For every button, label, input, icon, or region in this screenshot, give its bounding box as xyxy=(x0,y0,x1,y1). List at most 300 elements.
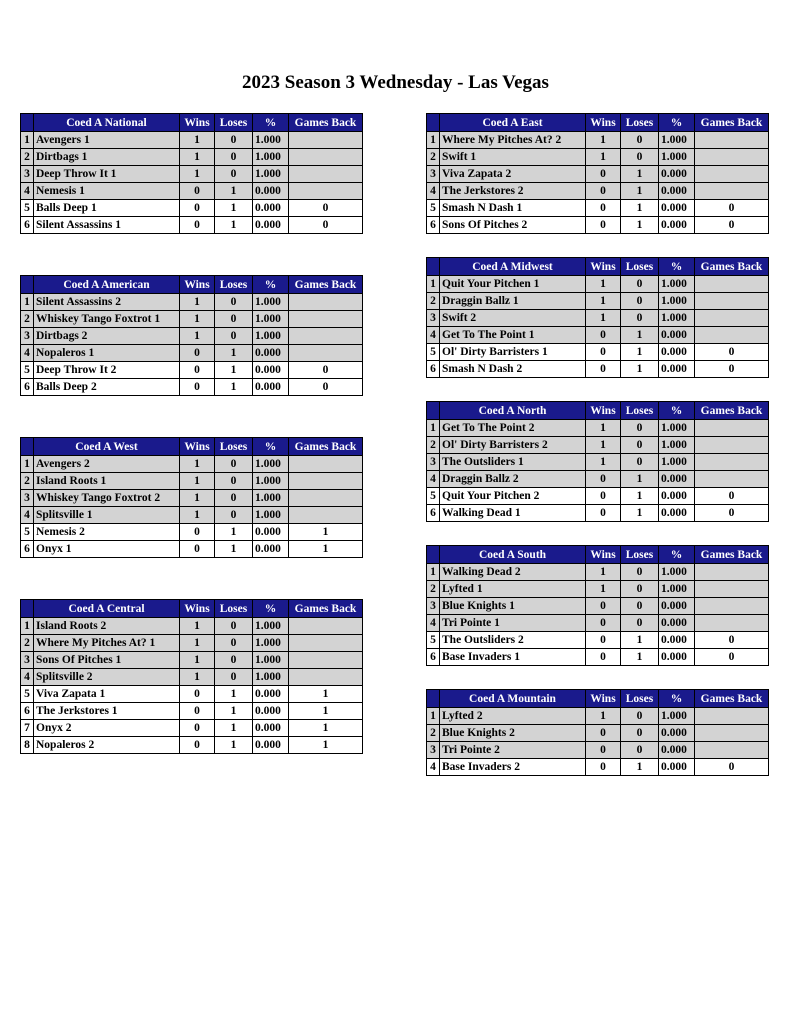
table-row xyxy=(21,166,363,183)
games-back-cell xyxy=(695,132,769,149)
loses-cell: 1 xyxy=(621,200,659,217)
games-back-cell: 0 xyxy=(695,200,769,217)
loses-header: Loses xyxy=(621,690,659,708)
team-name: Tri Pointe 1 xyxy=(440,615,586,632)
rank-cell: 5 xyxy=(21,362,34,379)
games-back-cell: 0 xyxy=(695,759,769,776)
wins-cell: 1 xyxy=(586,132,621,149)
table-row xyxy=(21,652,363,669)
team-name: Blue Knights 1 xyxy=(440,598,586,615)
games-back-cell: 0 xyxy=(289,362,363,379)
rank-header xyxy=(21,276,34,294)
division-name: Coed A Central xyxy=(34,600,180,618)
wins-cell: 1 xyxy=(180,652,215,669)
games-back-cell xyxy=(289,149,363,166)
rank-cell: 1 xyxy=(427,132,440,149)
team-name: Swift 2 xyxy=(440,310,586,327)
loses-cell: 1 xyxy=(621,183,659,200)
table-row xyxy=(21,669,363,686)
loses-cell: 0 xyxy=(621,708,659,725)
pct-cell: 1.000 xyxy=(659,310,695,327)
games-back-cell: 0 xyxy=(695,488,769,505)
division-name: Coed A South xyxy=(440,546,586,564)
pct-cell: 1.000 xyxy=(253,294,289,311)
pct-cell: 0.000 xyxy=(253,524,289,541)
rank-cell: 7 xyxy=(21,720,34,737)
pct-cell: 0.000 xyxy=(659,505,695,522)
games-back-cell: 0 xyxy=(695,344,769,361)
team-name: Balls Deep 1 xyxy=(34,200,180,217)
rank-cell: 2 xyxy=(21,149,34,166)
pct-cell: 0.000 xyxy=(659,200,695,217)
rank-cell: 6 xyxy=(427,649,440,666)
team-name: Onyx 1 xyxy=(34,541,180,558)
games-back-cell xyxy=(289,311,363,328)
wins-cell: 0 xyxy=(180,183,215,200)
pct-cell: 1.000 xyxy=(253,311,289,328)
games-back-cell xyxy=(289,473,363,490)
games-back-header: Games Back xyxy=(289,114,363,132)
games-back-cell: 0 xyxy=(289,200,363,217)
table-row xyxy=(427,488,769,505)
standings-table-coed-a-mountain xyxy=(426,689,769,776)
pct-cell: 0.000 xyxy=(659,742,695,759)
games-back-header: Games Back xyxy=(289,438,363,456)
team-name: Avengers 2 xyxy=(34,456,180,473)
loses-cell: 0 xyxy=(215,132,253,149)
wins-cell: 0 xyxy=(180,720,215,737)
loses-header: Loses xyxy=(215,276,253,294)
loses-cell: 0 xyxy=(215,618,253,635)
rank-cell: 4 xyxy=(21,669,34,686)
games-back-cell: 1 xyxy=(289,720,363,737)
team-name: Quit Your Pitchen 2 xyxy=(440,488,586,505)
team-name: Nopaleros 1 xyxy=(34,345,180,362)
wins-cell: 1 xyxy=(180,507,215,524)
rank-cell: 4 xyxy=(427,759,440,776)
team-name: Avengers 1 xyxy=(34,132,180,149)
table-row xyxy=(21,379,363,396)
loses-header: Loses xyxy=(215,438,253,456)
games-back-cell: 1 xyxy=(289,524,363,541)
pct-header: % xyxy=(659,258,695,276)
loses-cell: 0 xyxy=(621,615,659,632)
rank-cell: 5 xyxy=(427,488,440,505)
standings-table-coed-a-american xyxy=(20,275,363,396)
rank-header xyxy=(21,114,34,132)
rank-cell: 5 xyxy=(427,344,440,361)
games-back-cell xyxy=(289,328,363,345)
loses-cell: 0 xyxy=(621,437,659,454)
team-name: Draggin Ballz 2 xyxy=(440,471,586,488)
wins-cell: 0 xyxy=(180,686,215,703)
team-name: Whiskey Tango Foxtrot 1 xyxy=(34,311,180,328)
team-name: Ol' Dirty Barristers 2 xyxy=(440,437,586,454)
wins-cell: 0 xyxy=(586,488,621,505)
team-name: Sons Of Pitches 1 xyxy=(34,652,180,669)
loses-cell: 1 xyxy=(215,686,253,703)
wins-cell: 0 xyxy=(586,649,621,666)
games-back-cell xyxy=(289,294,363,311)
wins-cell: 1 xyxy=(180,166,215,183)
table-row xyxy=(427,471,769,488)
pct-cell: 0.000 xyxy=(659,598,695,615)
rank-cell: 5 xyxy=(427,200,440,217)
team-name: Nopaleros 2 xyxy=(34,737,180,754)
rank-cell: 3 xyxy=(427,598,440,615)
team-name: The Outsliders 1 xyxy=(440,454,586,471)
games-back-cell: 0 xyxy=(695,361,769,378)
games-back-cell: 0 xyxy=(695,649,769,666)
table-row xyxy=(427,327,769,344)
games-back-cell xyxy=(289,635,363,652)
team-name: The Jerkstores 2 xyxy=(440,183,586,200)
loses-cell: 0 xyxy=(215,166,253,183)
rank-header xyxy=(427,690,440,708)
loses-cell: 0 xyxy=(215,635,253,652)
team-name: Splitsville 1 xyxy=(34,507,180,524)
games-back-cell xyxy=(289,507,363,524)
pct-cell: 0.000 xyxy=(253,217,289,234)
wins-cell: 1 xyxy=(180,149,215,166)
loses-cell: 0 xyxy=(621,293,659,310)
page-title: 2023 Season 3 Wednesday - Las Vegas xyxy=(242,72,549,93)
wins-cell: 1 xyxy=(180,618,215,635)
wins-cell: 0 xyxy=(586,166,621,183)
pct-cell: 1.000 xyxy=(659,437,695,454)
pct-cell: 0.000 xyxy=(659,615,695,632)
division-name: Coed A American xyxy=(34,276,180,294)
team-name: Deep Throw It 1 xyxy=(34,166,180,183)
rank-cell: 5 xyxy=(427,632,440,649)
loses-cell: 0 xyxy=(621,742,659,759)
standings-table-coed-a-south xyxy=(426,545,769,666)
pct-cell: 0.000 xyxy=(659,488,695,505)
loses-header: Loses xyxy=(215,114,253,132)
wins-cell: 0 xyxy=(180,541,215,558)
table-row xyxy=(427,505,769,522)
standings-table-coed-a-east xyxy=(426,113,769,234)
team-name: Sons Of Pitches 2 xyxy=(440,217,586,234)
games-back-cell xyxy=(695,327,769,344)
games-back-cell xyxy=(695,276,769,293)
loses-cell: 1 xyxy=(621,166,659,183)
wins-header: Wins xyxy=(586,690,621,708)
table-row xyxy=(427,361,769,378)
pct-cell: 0.000 xyxy=(659,361,695,378)
wins-cell: 1 xyxy=(586,437,621,454)
loses-cell: 1 xyxy=(215,541,253,558)
pct-header: % xyxy=(659,546,695,564)
games-back-header: Games Back xyxy=(695,546,769,564)
rank-cell: 2 xyxy=(21,473,34,490)
team-name: Splitsville 2 xyxy=(34,669,180,686)
table-row xyxy=(427,132,769,149)
games-back-cell xyxy=(695,564,769,581)
team-name: Base Invaders 1 xyxy=(440,649,586,666)
table-row xyxy=(21,490,363,507)
pct-cell: 1.000 xyxy=(659,581,695,598)
pct-cell: 1.000 xyxy=(253,149,289,166)
wins-cell: 1 xyxy=(586,310,621,327)
wins-cell: 0 xyxy=(586,742,621,759)
wins-header: Wins xyxy=(180,114,215,132)
loses-cell: 0 xyxy=(215,456,253,473)
standings-table-coed-a-north xyxy=(426,401,769,522)
loses-cell: 0 xyxy=(621,276,659,293)
loses-cell: 0 xyxy=(215,294,253,311)
table-row xyxy=(427,615,769,632)
team-name: Walking Dead 1 xyxy=(440,505,586,522)
table-row xyxy=(21,618,363,635)
rank-cell: 5 xyxy=(21,200,34,217)
games-back-cell xyxy=(695,708,769,725)
pct-cell: 1.000 xyxy=(659,708,695,725)
rank-cell: 4 xyxy=(21,345,34,362)
games-back-header: Games Back xyxy=(695,402,769,420)
pct-cell: 0.000 xyxy=(253,183,289,200)
table-row xyxy=(21,737,363,754)
rank-cell: 2 xyxy=(427,725,440,742)
wins-cell: 0 xyxy=(586,200,621,217)
wins-header: Wins xyxy=(586,546,621,564)
wins-cell: 1 xyxy=(180,456,215,473)
pct-cell: 0.000 xyxy=(659,166,695,183)
loses-cell: 0 xyxy=(621,581,659,598)
wins-cell: 1 xyxy=(180,132,215,149)
games-back-header: Games Back xyxy=(695,114,769,132)
team-name: The Jerkstores 1 xyxy=(34,703,180,720)
pct-cell: 0.000 xyxy=(659,471,695,488)
standings-table-coed-a-west xyxy=(20,437,363,558)
loses-cell: 1 xyxy=(215,362,253,379)
loses-cell: 0 xyxy=(621,420,659,437)
pct-cell: 1.000 xyxy=(253,618,289,635)
rank-cell: 4 xyxy=(427,327,440,344)
team-name: Base Invaders 2 xyxy=(440,759,586,776)
team-name: Ol' Dirty Barristers 1 xyxy=(440,344,586,361)
wins-cell: 0 xyxy=(180,345,215,362)
pct-cell: 1.000 xyxy=(253,328,289,345)
team-name: Where My Pitches At? 1 xyxy=(34,635,180,652)
wins-cell: 1 xyxy=(180,490,215,507)
wins-cell: 0 xyxy=(180,524,215,541)
table-row xyxy=(21,345,363,362)
rank-cell: 1 xyxy=(427,708,440,725)
team-name: Lyfted 1 xyxy=(440,581,586,598)
loses-cell: 0 xyxy=(621,310,659,327)
rank-cell: 6 xyxy=(21,217,34,234)
games-back-cell xyxy=(289,456,363,473)
team-name: Get To The Point 2 xyxy=(440,420,586,437)
pct-cell: 0.000 xyxy=(659,344,695,361)
rank-header xyxy=(427,114,440,132)
games-back-cell xyxy=(289,183,363,200)
rank-cell: 6 xyxy=(21,541,34,558)
pct-cell: 0.000 xyxy=(253,686,289,703)
table-row xyxy=(427,598,769,615)
rank-cell: 6 xyxy=(427,361,440,378)
rank-cell: 1 xyxy=(427,420,440,437)
games-back-cell: 1 xyxy=(289,737,363,754)
wins-cell: 0 xyxy=(180,379,215,396)
team-name: Nemesis 1 xyxy=(34,183,180,200)
rank-cell: 2 xyxy=(21,635,34,652)
games-back-cell: 1 xyxy=(289,703,363,720)
rank-cell: 6 xyxy=(427,217,440,234)
team-name: Smash N Dash 2 xyxy=(440,361,586,378)
rank-cell: 1 xyxy=(427,564,440,581)
wins-cell: 0 xyxy=(586,471,621,488)
wins-cell: 0 xyxy=(180,217,215,234)
wins-cell: 0 xyxy=(586,615,621,632)
loses-header: Loses xyxy=(621,402,659,420)
games-back-cell: 1 xyxy=(289,686,363,703)
rank-cell: 3 xyxy=(427,310,440,327)
table-row xyxy=(21,217,363,234)
team-name: Balls Deep 2 xyxy=(34,379,180,396)
games-back-cell xyxy=(289,669,363,686)
pct-cell: 0.000 xyxy=(253,345,289,362)
loses-cell: 0 xyxy=(621,598,659,615)
wins-cell: 1 xyxy=(586,293,621,310)
table-row xyxy=(427,183,769,200)
pct-cell: 1.000 xyxy=(659,564,695,581)
wins-cell: 0 xyxy=(586,632,621,649)
rank-cell: 3 xyxy=(21,166,34,183)
division-name: Coed A North xyxy=(440,402,586,420)
loses-cell: 1 xyxy=(621,632,659,649)
table-row xyxy=(21,311,363,328)
loses-cell: 1 xyxy=(215,183,253,200)
games-back-cell xyxy=(695,437,769,454)
rank-cell: 3 xyxy=(21,328,34,345)
wins-cell: 0 xyxy=(586,344,621,361)
wins-cell: 0 xyxy=(586,217,621,234)
games-back-cell xyxy=(695,149,769,166)
loses-cell: 1 xyxy=(621,505,659,522)
wins-cell: 0 xyxy=(586,725,621,742)
wins-cell: 0 xyxy=(586,505,621,522)
rank-cell: 1 xyxy=(21,618,34,635)
games-back-cell xyxy=(695,615,769,632)
wins-header: Wins xyxy=(180,276,215,294)
pct-cell: 0.000 xyxy=(253,703,289,720)
table-row xyxy=(427,344,769,361)
wins-cell: 0 xyxy=(586,183,621,200)
wins-cell: 1 xyxy=(586,276,621,293)
loses-cell: 1 xyxy=(215,379,253,396)
table-row xyxy=(427,420,769,437)
table-row xyxy=(427,166,769,183)
standings-table-coed-a-central xyxy=(20,599,363,754)
games-back-header: Games Back xyxy=(695,258,769,276)
pct-cell: 1.000 xyxy=(659,132,695,149)
rank-cell: 5 xyxy=(21,524,34,541)
loses-cell: 0 xyxy=(215,507,253,524)
table-row xyxy=(21,541,363,558)
table-row xyxy=(21,183,363,200)
division-name: Coed A East xyxy=(440,114,586,132)
loses-cell: 0 xyxy=(621,454,659,471)
loses-cell: 0 xyxy=(215,311,253,328)
table-row xyxy=(21,703,363,720)
loses-cell: 0 xyxy=(215,149,253,166)
rank-cell: 4 xyxy=(427,615,440,632)
pct-cell: 0.000 xyxy=(659,725,695,742)
pct-cell: 1.000 xyxy=(253,473,289,490)
standings-table-coed-a-national xyxy=(20,113,363,234)
table-row xyxy=(427,742,769,759)
table-row xyxy=(427,632,769,649)
loses-cell: 1 xyxy=(215,703,253,720)
wins-cell: 1 xyxy=(586,420,621,437)
division-name: Coed A West xyxy=(34,438,180,456)
pct-cell: 1.000 xyxy=(253,490,289,507)
table-row xyxy=(21,524,363,541)
pct-cell: 0.000 xyxy=(253,737,289,754)
table-row xyxy=(21,294,363,311)
table-row xyxy=(21,507,363,524)
rank-cell: 3 xyxy=(21,490,34,507)
table-row xyxy=(21,473,363,490)
loses-cell: 1 xyxy=(621,327,659,344)
pct-cell: 0.000 xyxy=(253,362,289,379)
wins-cell: 0 xyxy=(586,759,621,776)
pct-cell: 1.000 xyxy=(253,669,289,686)
team-name: Deep Throw It 2 xyxy=(34,362,180,379)
rank-cell: 3 xyxy=(427,742,440,759)
team-name: Quit Your Pitchen 1 xyxy=(440,276,586,293)
team-name: Whiskey Tango Foxtrot 2 xyxy=(34,490,180,507)
standings-table-coed-a-midwest xyxy=(426,257,769,378)
rank-cell: 6 xyxy=(21,703,34,720)
team-name: Viva Zapata 1 xyxy=(34,686,180,703)
division-name: Coed A Midwest xyxy=(440,258,586,276)
pct-header: % xyxy=(253,114,289,132)
loses-header: Loses xyxy=(621,258,659,276)
team-name: Silent Assassins 2 xyxy=(34,294,180,311)
games-back-cell xyxy=(289,490,363,507)
table-row xyxy=(427,564,769,581)
loses-cell: 0 xyxy=(215,490,253,507)
games-back-header: Games Back xyxy=(289,600,363,618)
pct-header: % xyxy=(659,114,695,132)
rank-cell: 3 xyxy=(427,166,440,183)
wins-cell: 1 xyxy=(180,669,215,686)
rank-cell: 6 xyxy=(427,505,440,522)
team-name: Silent Assassins 1 xyxy=(34,217,180,234)
games-back-cell xyxy=(695,420,769,437)
loses-cell: 1 xyxy=(621,649,659,666)
games-back-cell xyxy=(289,132,363,149)
team-name: Dirtbags 1 xyxy=(34,149,180,166)
pct-cell: 0.000 xyxy=(659,649,695,666)
games-back-cell xyxy=(695,471,769,488)
wins-cell: 1 xyxy=(586,454,621,471)
loses-cell: 1 xyxy=(621,344,659,361)
pct-header: % xyxy=(659,402,695,420)
table-row xyxy=(21,362,363,379)
games-back-header: Games Back xyxy=(695,690,769,708)
wins-cell: 1 xyxy=(180,311,215,328)
games-back-cell: 0 xyxy=(695,217,769,234)
team-name: Lyfted 2 xyxy=(440,708,586,725)
games-back-cell xyxy=(695,742,769,759)
team-name: Island Roots 1 xyxy=(34,473,180,490)
pct-cell: 1.000 xyxy=(659,454,695,471)
pct-cell: 1.000 xyxy=(659,149,695,166)
